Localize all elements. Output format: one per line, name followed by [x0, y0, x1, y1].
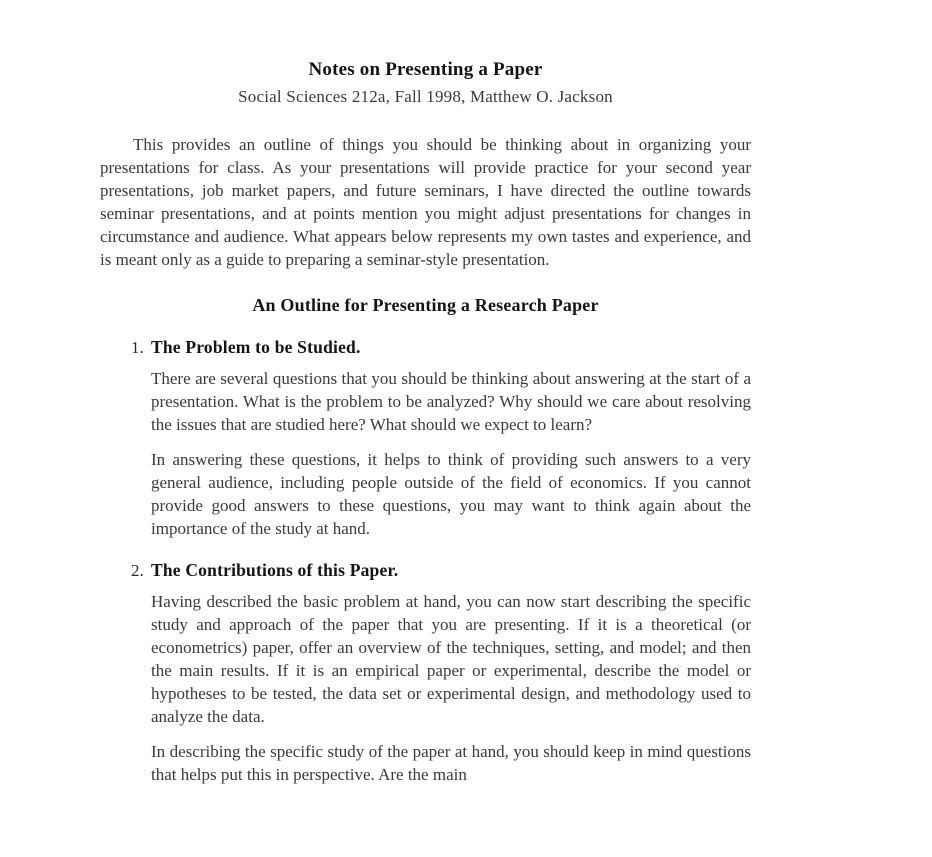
document-body — [100, 0, 751, 786]
outline-list — [100, 336, 751, 786]
item-paragraph: In answering these questions, it helps to think of providing such answers to a very general audience, including people outside of the field of economics. If you cannot provide good answers to these questions, you may want to think again about the importance of the study at hand. — [151, 450, 751, 538]
item-paragraph: In describing the specific study of the paper at hand, you should keep in mind questions that helps put this in perspective. Are the main — [151, 742, 751, 784]
item-number: 2. — [131, 561, 144, 580]
item-heading: The Contributions of this Paper. — [151, 560, 399, 580]
outline-item-contributions — [100, 559, 751, 786]
intro-paragraph: This provides an outline of things you should be thinking about in organizing your presentations for class. As your presentations will provide practice for your second year presentations, job market papers, and future seminars, I have directed the outline towards seminar presentations, and at points mention you might adjust presentations for changes in circumstance and audience. What appears below represents my own tastes and experience, and is meant only as a guide to preparing a seminar-style presentation. — [100, 135, 751, 269]
page-title: Notes on Presenting a Paper — [308, 59, 543, 80]
item-paragraph: There are several questions that you should be thinking about answering at the start of a presentation. What is the problem to be analyzed? Why should we care about resolving the issues that are studied here? What should we expect to learn? — [151, 369, 751, 434]
outline-item-problem — [100, 336, 751, 540]
item-paragraph: Having described the basic problem at hand, you can now start describing the specific study and approach of the paper that you are presenting. If it is a theoretical (or econometrics) paper, offer an overview of the techniques, setting, and model; and then the main results. If it is an empirical paper or experimental, describe the model or hypotheses to be tested, the data set or experimental design, and methodology used to analyze the data. — [151, 592, 751, 726]
item-number: 1. — [131, 338, 144, 357]
section-heading: An Outline for Presenting a Research Paper — [252, 295, 599, 315]
page-subtitle: Social Sciences 212a, Fall 1998, Matthew O. Jackson — [238, 87, 613, 106]
item-heading: The Problem to be Studied. — [151, 337, 361, 357]
